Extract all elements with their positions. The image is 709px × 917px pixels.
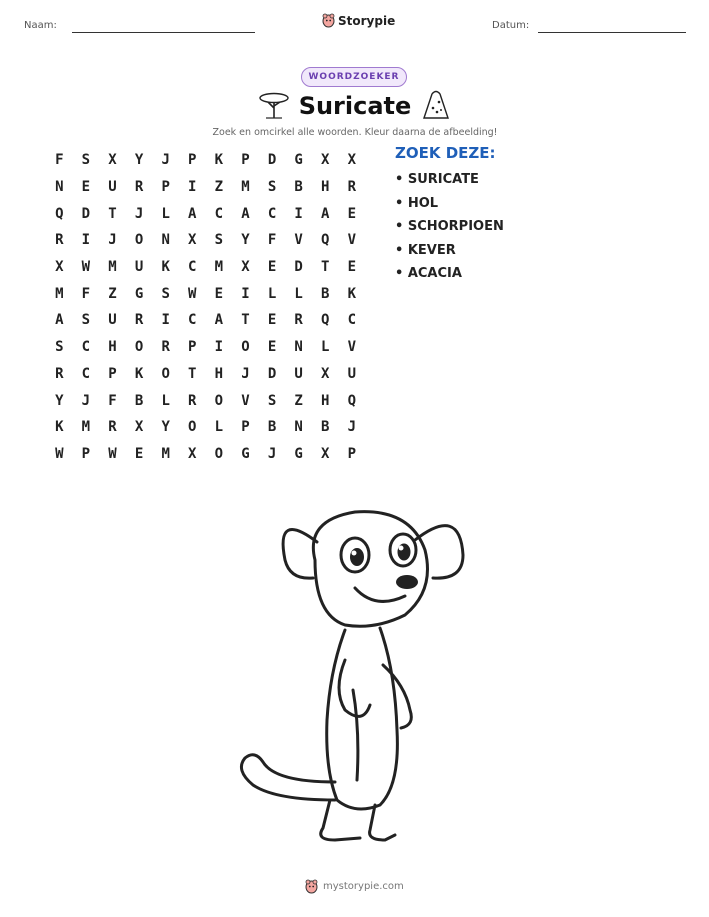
word-list-item: • KEVER (395, 242, 456, 258)
grid-letter: W (188, 285, 197, 302)
word-list-item: • SURICATE (395, 172, 479, 187)
storypie-logo-icon (305, 879, 318, 894)
grid-letter: B (294, 179, 303, 196)
termite-mound-icon (420, 88, 452, 120)
grid-letter: P (81, 445, 91, 462)
grid-letter: M (55, 285, 64, 302)
grid-letter: A (241, 205, 250, 222)
grid-letter: O (188, 419, 197, 436)
grid-letter: O (134, 232, 144, 249)
grid-letter: P (188, 152, 197, 169)
grid-letter: F (108, 392, 117, 409)
grid-letter: E (347, 205, 357, 222)
grid-letter: I (241, 285, 250, 302)
grid-letter: E (267, 312, 277, 329)
grid-letter: I (214, 339, 224, 356)
grid-letter: E (267, 339, 277, 356)
grid-letter: V (294, 232, 303, 249)
grid-letter: R (161, 339, 170, 356)
grid-letter: O (214, 445, 224, 462)
word-list-item: • ACACIA (395, 266, 462, 281)
grid-letter: H (321, 392, 330, 409)
grid-letter: J (81, 392, 91, 409)
grid-letter: C (188, 259, 197, 276)
grid-letter: X (241, 259, 250, 276)
word-search-grid (46, 147, 365, 467)
grid-letter: Q (321, 232, 330, 249)
grid-letter: S (81, 312, 91, 329)
grid-letter: J (347, 419, 357, 436)
grid-letter: M (241, 179, 250, 196)
grid-row (46, 387, 365, 414)
grid-letter: L (321, 339, 330, 356)
grid-letter: T (241, 312, 250, 329)
word-list-item: • HOL (395, 195, 439, 211)
grid-letter: T (188, 365, 197, 382)
grid-letter: R (134, 179, 144, 196)
grid-row (46, 441, 365, 468)
grid-letter: G (294, 152, 303, 169)
grid-letter: G (134, 285, 144, 302)
grid-letter: X (321, 365, 330, 382)
grid-letter: P (108, 365, 117, 382)
grid-letter: M (214, 259, 224, 276)
grid-letter: G (294, 445, 303, 462)
grid-letter: P (347, 445, 357, 462)
grid-row (46, 200, 365, 227)
grid-letter: Q (321, 312, 330, 329)
grid-letter: J (241, 365, 250, 382)
grid-letter: L (161, 205, 170, 222)
grid-letter: D (267, 152, 277, 169)
grid-letter: X (188, 232, 197, 249)
grid-row (46, 147, 365, 174)
grid-letter: M (161, 445, 170, 462)
page-title: Suricate (298, 92, 412, 120)
grid-letter: R (347, 179, 357, 196)
grid-letter: E (134, 445, 144, 462)
grid-letter: U (294, 365, 303, 382)
grid-letter: Y (55, 392, 64, 409)
word-list-item: • SCHORPIOEN (395, 219, 504, 234)
grid-letter: V (241, 392, 250, 409)
grid-letter: E (347, 259, 357, 276)
grid-letter: D (294, 259, 303, 276)
grid-letter: X (108, 152, 117, 169)
grid-row (46, 254, 365, 281)
grid-letter: Z (108, 285, 117, 302)
footer-url: mystorypie.com (323, 881, 404, 892)
grid-letter: S (214, 232, 224, 249)
grid-letter: X (188, 445, 197, 462)
grid-letter: U (108, 312, 117, 329)
grid-letter: O (241, 339, 250, 356)
grid-letter: L (267, 285, 277, 302)
grid-letter: Q (347, 392, 357, 409)
grid-letter: E (214, 285, 224, 302)
grid-letter: C (188, 312, 197, 329)
grid-letter: T (321, 259, 330, 276)
grid-letter: Z (214, 179, 224, 196)
grid-letter: V (347, 232, 357, 249)
grid-letter: H (321, 179, 330, 196)
grid-row (46, 280, 365, 307)
grid-letter: X (347, 152, 357, 169)
grid-letter: K (214, 152, 224, 169)
grid-letter: J (108, 232, 117, 249)
grid-letter: C (267, 205, 277, 222)
grid-letter: K (347, 285, 357, 302)
word-list (395, 172, 504, 290)
grid-letter: L (161, 392, 170, 409)
grid-letter: N (294, 419, 303, 436)
grid-row (46, 307, 365, 334)
grid-letter: S (267, 392, 277, 409)
grid-letter: A (188, 205, 197, 222)
grid-letter: Y (161, 419, 170, 436)
grid-row (46, 174, 365, 201)
grid-letter: F (267, 232, 277, 249)
date-line (538, 32, 686, 33)
grid-letter: C (81, 339, 91, 356)
meerkat-illustration (235, 500, 470, 855)
grid-letter: O (161, 365, 170, 382)
footer (305, 879, 404, 894)
grid-letter: Y (134, 152, 144, 169)
grid-letter: R (188, 392, 197, 409)
grid-letter: R (108, 419, 117, 436)
grid-letter: M (81, 419, 91, 436)
grid-letter: S (81, 152, 91, 169)
grid-letter: B (267, 419, 277, 436)
grid-letter: U (347, 365, 357, 382)
grid-letter: N (294, 339, 303, 356)
grid-letter: C (347, 312, 357, 329)
grid-letter: S (55, 339, 64, 356)
grid-letter: Q (55, 205, 64, 222)
grid-letter: E (81, 179, 91, 196)
grid-letter: R (134, 312, 144, 329)
grid-letter: C (81, 365, 91, 382)
grid-letter: R (55, 232, 64, 249)
worksheet-type-badge: WOORDZOEKER (301, 67, 407, 87)
grid-letter: X (321, 152, 330, 169)
grid-letter: N (161, 232, 170, 249)
grid-row (46, 361, 365, 388)
grid-letter: K (55, 419, 64, 436)
storypie-logo-icon (322, 13, 335, 28)
grid-letter: B (321, 285, 330, 302)
grid-letter: W (108, 445, 117, 462)
grid-row (46, 414, 365, 441)
grid-letter: A (55, 312, 64, 329)
grid-letter: I (294, 205, 303, 222)
grid-letter: F (55, 152, 64, 169)
grid-letter: J (161, 152, 170, 169)
grid-letter: X (321, 445, 330, 462)
grid-row (46, 227, 365, 254)
grid-letter: L (294, 285, 303, 302)
grid-letter: B (321, 419, 330, 436)
grid-letter: K (161, 259, 170, 276)
instructions: Zoek en omcirkel alle woorden. Kleur daarna de afbeelding! (212, 127, 498, 138)
name-label: Naam: (24, 20, 57, 31)
grid-letter: R (55, 365, 64, 382)
grid-letter: D (81, 205, 91, 222)
grid-letter: X (55, 259, 64, 276)
grid-letter: I (188, 179, 197, 196)
grid-row (46, 334, 365, 361)
grid-letter: J (134, 205, 144, 222)
grid-letter: B (134, 392, 144, 409)
grid-letter: W (81, 259, 91, 276)
grid-letter: K (134, 365, 144, 382)
grid-letter: I (161, 312, 170, 329)
grid-letter: H (214, 365, 224, 382)
grid-letter: J (267, 445, 277, 462)
grid-letter: S (161, 285, 170, 302)
grid-letter: U (108, 179, 117, 196)
brand-name: Storypie (338, 13, 396, 28)
grid-letter: T (108, 205, 117, 222)
grid-letter: H (108, 339, 117, 356)
grid-letter: D (267, 365, 277, 382)
grid-letter: C (214, 205, 224, 222)
grid-letter: Z (294, 392, 303, 409)
grid-letter: U (134, 259, 144, 276)
grid-letter: X (134, 419, 144, 436)
brand-logo (322, 13, 395, 28)
name-line (72, 32, 255, 33)
grid-letter: P (188, 339, 197, 356)
grid-letter: F (81, 285, 91, 302)
grid-letter: A (321, 205, 330, 222)
grid-letter: I (81, 232, 91, 249)
grid-letter: V (347, 339, 357, 356)
grid-letter: M (108, 259, 117, 276)
grid-letter: G (241, 445, 250, 462)
grid-letter: E (267, 259, 277, 276)
grid-letter: N (55, 179, 64, 196)
grid-letter: R (294, 312, 303, 329)
word-list-title: ZOEK DEZE: (395, 144, 496, 162)
grid-letter: S (267, 179, 277, 196)
grid-letter: P (241, 152, 250, 169)
grid-letter: A (214, 312, 224, 329)
grid-letter: P (161, 179, 170, 196)
grid-letter: Y (241, 232, 250, 249)
grid-letter: O (214, 392, 224, 409)
grid-letter: W (55, 445, 64, 462)
date-label: Datum: (492, 20, 530, 31)
grid-letter: P (241, 419, 250, 436)
grid-letter: O (134, 339, 144, 356)
grid-letter: L (214, 419, 224, 436)
